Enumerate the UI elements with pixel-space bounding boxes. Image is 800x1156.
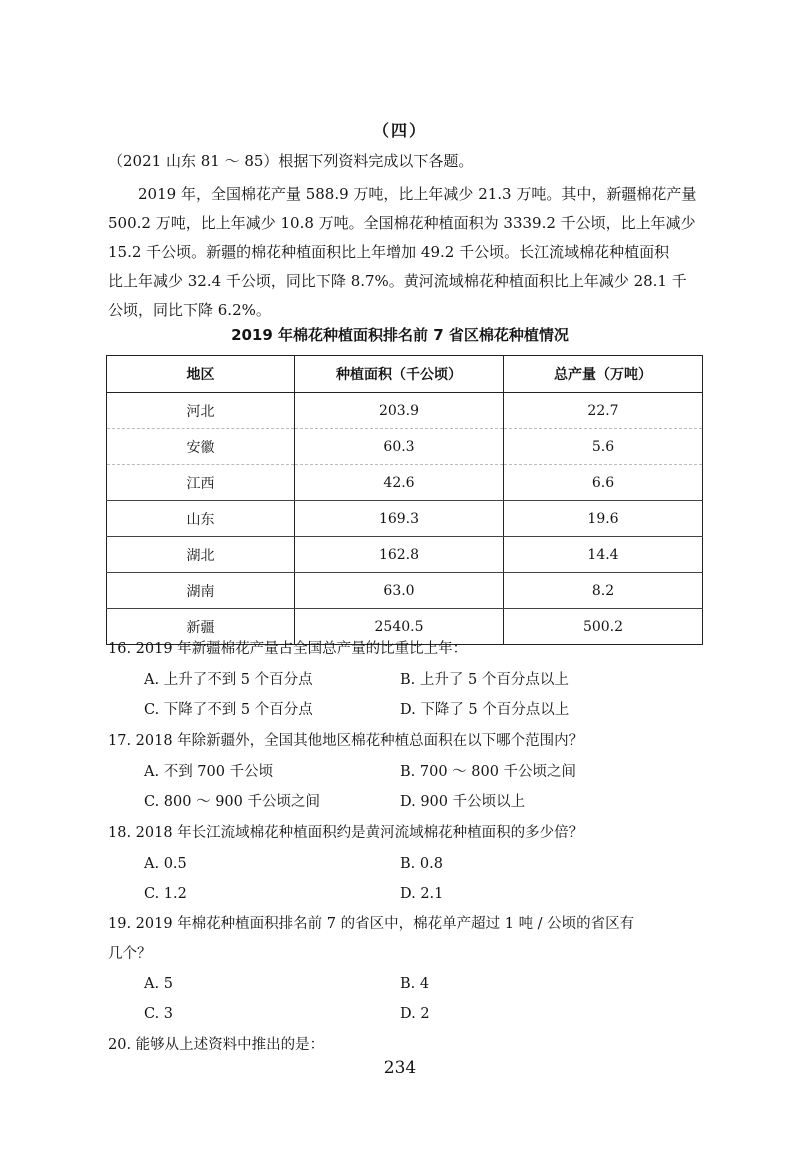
question-list bbox=[108, 633, 708, 1061]
option-d: D. 2 bbox=[400, 1006, 430, 1022]
cell-area: 2540.5 bbox=[295, 609, 504, 645]
table-row bbox=[107, 537, 703, 573]
table-row bbox=[107, 501, 703, 537]
question-18-options-row bbox=[108, 879, 708, 909]
option-a: A. 不到 700 千公顷 bbox=[144, 764, 274, 780]
question-16-stem: 16. 2019 年新疆棉花产量占全国总产量的比重比上年： bbox=[108, 641, 468, 657]
table-row bbox=[107, 393, 703, 429]
question-17-options-row bbox=[108, 787, 708, 817]
material-paragraph bbox=[108, 180, 701, 325]
cell-area: 60.3 bbox=[295, 429, 504, 465]
question-16-options-row bbox=[108, 695, 708, 725]
cell-output: 6.6 bbox=[504, 465, 703, 501]
cell-area: 63.0 bbox=[295, 573, 504, 609]
cell-output: 19.6 bbox=[504, 501, 703, 537]
option-a: A. 0.5 bbox=[144, 856, 187, 872]
cell-region: 安徽 bbox=[107, 429, 295, 465]
cell-region: 湖南 bbox=[107, 573, 295, 609]
cell-area: 203.9 bbox=[295, 393, 504, 429]
header-area: 种植面积（千公顷） bbox=[295, 356, 504, 393]
option-c: C. 1.2 bbox=[144, 886, 187, 902]
option-b: B. 700 ～ 800 千公顷之间 bbox=[400, 764, 577, 780]
cell-region: 江西 bbox=[107, 465, 295, 501]
cell-area: 169.3 bbox=[295, 501, 504, 537]
question-16-options-row bbox=[108, 665, 708, 695]
paragraph-line: 比上年减少 32.4 千公顷，同比下降 8.7%。黄河流域棉花种植面积比上年减少 28.1 千 bbox=[108, 272, 687, 290]
option-b: B. 4 bbox=[400, 976, 430, 992]
cell-output: 5.6 bbox=[504, 429, 703, 465]
table-row bbox=[107, 573, 703, 609]
table-row bbox=[107, 465, 703, 501]
question-19-stem-line: 19. 2019 年棉花种植面积排名前 7 的省区中，棉花单产超过 1 吨 / 公顷的省区有 bbox=[108, 916, 635, 932]
section-title: （四） bbox=[372, 121, 427, 140]
cell-output: 22.7 bbox=[504, 393, 703, 429]
question-18-options-row bbox=[108, 849, 708, 879]
table-header-row bbox=[107, 356, 703, 393]
cotton-table bbox=[106, 355, 703, 645]
header-region: 地区 bbox=[107, 356, 295, 393]
header-output: 总产量（万吨） bbox=[504, 356, 703, 393]
paragraph-line: 15.2 千公顷。新疆的棉花种植面积比上年增加 49.2 千公顷。长江流域棉花种植面积 bbox=[108, 243, 670, 261]
cell-region: 湖北 bbox=[107, 537, 295, 573]
table-row bbox=[107, 429, 703, 465]
option-d: D. 下降了 5 个百分点以上 bbox=[400, 702, 570, 718]
paragraph-line: 公顷，同比下降 6.2%。 bbox=[108, 301, 271, 319]
cell-region: 山东 bbox=[107, 501, 295, 537]
cell-output: 14.4 bbox=[504, 537, 703, 573]
option-a: A. 上升了不到 5 个百分点 bbox=[144, 672, 313, 688]
paragraph-line: 500.2 万吨，比上年减少 10.8 万吨。全国棉花种植面积为 3339.2 千公顷，比上年减少 bbox=[108, 214, 696, 232]
cell-region: 河北 bbox=[107, 393, 295, 429]
option-c: C. 800 ～ 900 千公顷之间 bbox=[144, 794, 320, 810]
option-b: B. 上升了 5 个百分点以上 bbox=[400, 672, 569, 688]
cell-region: 新疆 bbox=[107, 609, 295, 645]
page-number: 234 bbox=[383, 1058, 417, 1078]
question-18-stem: 18. 2018 年长江流域棉花种植面积约是黄河流域棉花种植面积的多少倍？ bbox=[108, 825, 584, 841]
cell-output: 8.2 bbox=[504, 573, 703, 609]
intro-line: （2021 山东 81 ～ 85）根据下列资料完成以下各题。 bbox=[108, 152, 474, 170]
question-19-options-row bbox=[108, 999, 708, 1029]
table-title: 2019 年棉花种植面积排名前 7 省区棉花种植情况 bbox=[231, 326, 569, 344]
option-d: D. 900 千公顷以上 bbox=[400, 794, 526, 810]
option-c: C. 3 bbox=[144, 1006, 174, 1022]
question-17-options-row bbox=[108, 757, 708, 787]
option-d: D. 2.1 bbox=[400, 886, 444, 902]
option-a: A. 5 bbox=[144, 976, 173, 992]
option-b: B. 0.8 bbox=[400, 856, 443, 872]
cell-area: 42.6 bbox=[295, 465, 504, 501]
question-17-stem: 17. 2018 年除新疆外，全国其他地区棉花种植总面积在以下哪个范围内？ bbox=[108, 733, 584, 749]
cell-output: 500.2 bbox=[504, 609, 703, 645]
question-19-options-row bbox=[108, 969, 708, 999]
paragraph-line: 2019 年，全国棉花产量 588.9 万吨，比上年减少 21.3 万吨。其中，新疆棉花产量 bbox=[138, 185, 697, 203]
option-c: C. 下降了不到 5 个百分点 bbox=[144, 702, 313, 718]
cell-area: 162.8 bbox=[295, 537, 504, 573]
question-20-stem: 20. 能够从上述资料中推出的是： bbox=[108, 1037, 325, 1053]
question-19-stem bbox=[108, 909, 708, 969]
question-19-stem-line: 几个？ bbox=[108, 946, 152, 962]
